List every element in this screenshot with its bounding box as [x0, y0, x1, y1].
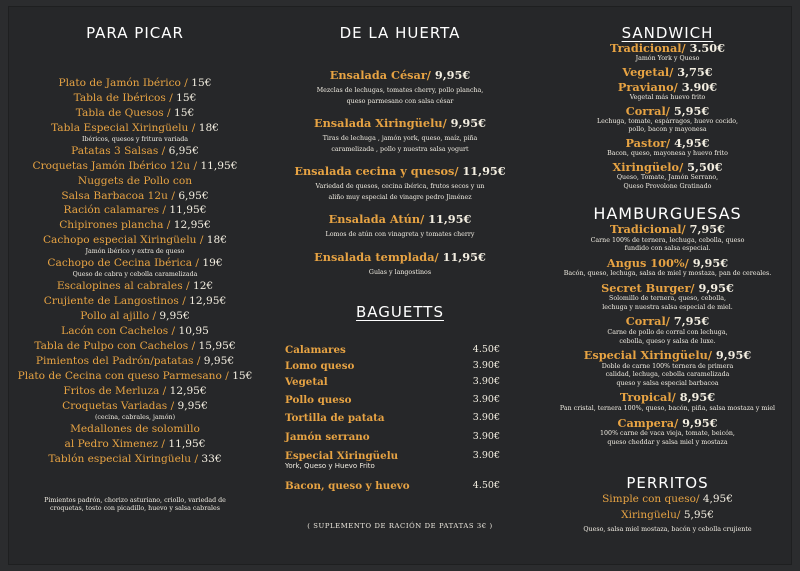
item-price: 5,95€	[673, 103, 710, 118]
item-name: Cachopo de Cecina Ibérica	[47, 257, 193, 270]
salad-item	[270, 68, 530, 107]
burger-item-title	[535, 256, 800, 271]
burger-item	[535, 390, 800, 413]
item-price: 4.50€	[472, 480, 500, 491]
item-name: Tabla de Quesos	[75, 106, 164, 119]
menu-item: Plato de Jamón Ibérico / 15€	[58, 77, 212, 89]
item-name: Ensalada Xiringüelu/	[313, 116, 447, 130]
sandwich-item-description: Lechuga, tomate, espárragos, huevo cocido,	[596, 117, 739, 125]
sandwich-item-title	[535, 104, 800, 118]
item-name: al Pedro Ximenez	[64, 437, 159, 450]
item-price: 9,95€	[434, 68, 471, 82]
menu-item: Tabla de Quesos / 15€	[75, 106, 195, 119]
item-price: 11,95€	[428, 212, 472, 226]
salad-name	[270, 212, 530, 226]
menu-item: Pollo al ajillo / 9,95€	[80, 310, 190, 323]
item-name: Croquetas Jamón Ibérico 12u	[32, 159, 191, 172]
burger-item-description: Pan cristal, ternera 100%, queso, bacón, piña, salsa mostaza y miel	[559, 404, 776, 412]
sandwich-item	[535, 104, 800, 136]
dish-description: (cecina, cabrales, jamón)	[94, 413, 176, 421]
burger-item-description: Carne de pollo de corral con lechuga,	[607, 328, 728, 336]
item-name: Chipirones plancha	[59, 219, 164, 232]
sandwich-item-title	[535, 80, 800, 94]
burger-item-description: Bacón, queso, lechuga, salsa de miel y mostaza, pan de cereales.	[563, 270, 772, 278]
section-title-baguetts: BAGUETTS	[356, 303, 444, 321]
fries-supplement-note: ( SUPLEMENTO DE RACIÓN DE PATATAS 3€ )	[307, 522, 493, 530]
burger-item	[535, 348, 800, 388]
item-name: Plato de Cecina con queso Parmesano	[17, 369, 222, 382]
item-price: 18€	[198, 121, 219, 134]
item-price: 5,95€	[683, 508, 714, 521]
sandwich-item	[535, 136, 800, 159]
salad-name	[270, 164, 530, 178]
item-price: 9,95€	[177, 399, 208, 412]
item-name: Xiringüelu/	[621, 508, 681, 521]
item-subtitle: York, Queso y Huevo Frito	[285, 462, 375, 470]
burger-item-description: Carne 100% de ternera, lechuga, cebolla, queso	[590, 236, 745, 244]
burger-item-description: Solomillo de ternera, queso, cebolla,	[609, 295, 726, 303]
menu-item: Patatas 3 Salsas / 6,95€	[71, 144, 199, 157]
item-name: Especial Xiringüelu/	[583, 348, 712, 363]
section-title-perritos: PERRITOS	[626, 474, 709, 492]
menu-item: Escalopines al cabrales / 12€	[56, 280, 214, 293]
salad-description: Gulas y langostinos	[368, 268, 432, 276]
item-name: Fritos de Merluza	[63, 384, 160, 397]
item-name: Plato de Jamón Ibérico	[58, 77, 181, 89]
menu-item: Cachopo especial Xiringüelu / 18€	[42, 234, 228, 247]
salad-description: Tiras de lechuga , jamón york, queso, maíz, piña	[322, 135, 478, 142]
hamburguesas-list	[535, 222, 800, 449]
item-name: Ensalada templada/	[314, 249, 439, 264]
baguett-item	[285, 480, 500, 492]
item-name: Lacón con Cachelos	[61, 325, 169, 338]
item-price: 18€	[206, 234, 228, 247]
item-price: 11,95€	[442, 249, 486, 264]
item-name: Lomo queso	[285, 360, 355, 372]
perritos-list	[535, 492, 800, 534]
item-price: 3.90€	[472, 431, 500, 442]
item-price: 3,75€	[677, 64, 713, 79]
salad-description: Variedad de quesos, cecina ibérica, frutos secos y un	[315, 183, 485, 190]
section-title-para-picar: PARA PICAR	[86, 24, 184, 42]
item-name: Tablón especial Xiringüelu	[48, 452, 192, 465]
sandwich-item-description: pollo, bacon y mayonesa	[628, 126, 707, 134]
baguett-item	[285, 431, 500, 443]
sandwich-item	[535, 65, 800, 79]
item-price: 10,95	[178, 325, 209, 338]
burger-item-description: queso y salsa especial barbacoa	[616, 379, 719, 387]
dish-description: Ibéricos, quesos y fritura variada	[81, 135, 189, 143]
menu-item: Tablón especial Xiringüelu / 33€	[48, 452, 222, 465]
baguett-item	[285, 394, 500, 406]
burger-item-description: lechuga y nuestra salsa especial de miel.	[602, 303, 733, 311]
baguett-item	[285, 412, 500, 424]
item-name: Calamares	[285, 344, 346, 356]
item-price: 4,95€	[674, 136, 710, 151]
menu-item: al Pedro Ximenez / 11,95€	[64, 437, 206, 450]
hotdog-item	[535, 492, 800, 508]
salad-item	[270, 212, 530, 241]
item-name: Simple con queso/	[602, 493, 700, 505]
item-name: Tabla de Ibéricos	[73, 91, 166, 104]
item-name: Xiringüelo/	[612, 159, 684, 174]
menu-item: Lacón con Cachelos / 10,95	[61, 325, 209, 338]
sandwich-list	[535, 41, 800, 193]
burger-item	[535, 281, 800, 313]
item-price: 11,95€	[168, 437, 206, 450]
tablon-description: Pimientos padrón, chorizo asturiano, criollo, variedad de croquetas, tosto con picadillo, huevo y salsa cabrales	[44, 497, 226, 513]
burger-item-title	[535, 281, 800, 296]
section-title-huerta: DE LA HUERTA	[339, 24, 461, 42]
item-name: Pollo al ajillo	[80, 310, 150, 323]
item-name: Ensalada Atún/	[328, 212, 425, 226]
salad-description: Mezclas de lechugas, tomates cherry, pollo plancha,	[316, 87, 484, 94]
item-name: Tradicional/	[609, 222, 686, 236]
item-name: Ración calamares	[63, 204, 160, 217]
item-price: 3.90€	[472, 394, 500, 405]
item-price: 5,50€	[687, 159, 723, 174]
menu-item: Pimientos del Padrón/patatas / 9,95€	[35, 355, 235, 368]
salad-item	[270, 250, 530, 279]
burger-item	[535, 314, 800, 346]
menu-item	[0, 174, 270, 189]
item-price: 12€	[192, 280, 214, 293]
item-price: 4,95€	[702, 493, 733, 505]
menu-item: Croquetas Jamón Ibérico 12u / 11,95€	[32, 159, 238, 172]
sandwich-item	[535, 41, 800, 64]
dish-description: Queso de cabra y cebolla caramelizada	[72, 271, 198, 279]
burger-item-title	[535, 348, 800, 363]
item-price: 3.90€	[681, 79, 718, 94]
sandwich-item-description: Queso Provolone Gratinado	[623, 182, 712, 190]
sandwich-item-title	[535, 160, 800, 174]
item-name: Vegetal/	[622, 64, 674, 79]
item-price: 15€	[176, 91, 197, 104]
item-name: Corral/	[625, 314, 670, 329]
item-name: Tortilla de patata	[285, 412, 385, 424]
item-price: 12,95€	[173, 219, 211, 232]
item-price: 3.90€	[472, 376, 500, 387]
item-name: Pimientos del Padrón/patatas	[35, 355, 194, 368]
item-name: Tabla de Pulpo con Cachelos	[34, 340, 189, 353]
salad-description: queso parmesano con salsa césar	[346, 97, 454, 105]
salad-name	[270, 68, 530, 82]
item-price: 8,95€	[679, 390, 716, 405]
sandwich-item-description: Vegetal más huevo frito	[629, 93, 706, 101]
baguetts-list	[270, 344, 530, 504]
item-price: 7,95€	[689, 222, 725, 236]
item-price: 9,95€	[159, 310, 190, 323]
item-name: Vegetal	[285, 376, 328, 388]
item-price: 15€	[173, 106, 195, 119]
sandwich-item-title	[535, 136, 800, 150]
sandwich-item-description: Queso, Tomate, Jamón Serrano,	[616, 173, 719, 181]
baguett-item	[285, 376, 500, 388]
salad-item	[270, 116, 530, 155]
burger-item	[535, 256, 800, 279]
item-name: Tradicional/	[609, 41, 686, 55]
burger-item-description: Doble de carne 100% ternera de primera	[601, 362, 734, 370]
item-name: Pollo queso	[285, 394, 352, 406]
baguett-item	[285, 360, 500, 372]
huerta-list	[270, 68, 530, 287]
sandwich-item	[535, 160, 800, 192]
salad-item	[270, 164, 530, 203]
salad-name	[270, 116, 530, 130]
item-name: Salsa Barbacoa 12u	[61, 189, 168, 202]
baguett-item	[285, 450, 500, 470]
item-price: 7,95€	[673, 314, 710, 329]
section-title-sandwich: SANDWICH	[621, 24, 714, 42]
item-price: 15€	[232, 369, 253, 382]
item-name: Medallones de solomillo	[70, 422, 200, 435]
burger-item-title	[535, 390, 800, 405]
item-name: Ensalada César/	[329, 68, 431, 82]
item-price: 19€	[202, 257, 223, 270]
item-name: Campera/	[617, 415, 679, 430]
burger-item	[535, 222, 800, 254]
burger-item-description: 100% carne de vaca vieja, tomate, beicón,	[600, 430, 735, 438]
salad-description: caramelizada , pollo y nuestra salsa yogurt	[331, 145, 469, 153]
menu-item: Chipirones plancha / 12,95€	[59, 219, 211, 232]
item-name: Bacon, queso y huevo	[285, 480, 410, 492]
burger-item	[535, 416, 800, 448]
item-price: 3.90€	[472, 412, 500, 423]
item-price: 33€	[201, 452, 222, 465]
item-price: 9,95€	[692, 255, 729, 270]
burger-item-title	[535, 314, 800, 329]
salad-description: aliño muy especial de vinagre pedro Jiménez	[328, 193, 472, 201]
salad-description: Lomos de atún con vinagreta y tomates cherry	[325, 231, 475, 238]
menu-item: Tabla de Ibéricos / 15€	[73, 91, 197, 104]
item-price: 12,95€	[189, 295, 227, 308]
sandwich-item-title	[535, 41, 800, 55]
item-name: Corral/	[625, 103, 670, 118]
item-name: Nuggets de Pollo con	[77, 174, 193, 187]
menu-item: Fritos de Merluza / 12,95€	[63, 384, 207, 397]
menu-item: Plato de Cecina con queso Parmesano / 15€	[17, 369, 253, 382]
menu-item: Cachopo de Cecina Ibérica / 19€	[47, 257, 223, 270]
hotdog-description: Queso, salsa miel mostaza, bacón y cebolla crujiente	[583, 526, 752, 533]
sandwich-item	[535, 80, 800, 103]
item-name: Escalopines al cabrales	[56, 280, 183, 293]
item-name: Croquetas Variadas	[62, 399, 168, 412]
menu-item: Salsa Barbacoa 12u / 6,95€	[61, 189, 209, 202]
menu-item: Ración calamares / 11,95€	[63, 204, 207, 217]
item-price: 11,95€	[200, 159, 238, 172]
item-name: Praviano/	[617, 79, 678, 94]
item-price: 4.50€	[472, 344, 500, 355]
item-price: 9,95€	[715, 348, 752, 363]
item-price: 6,95€	[168, 144, 199, 157]
sandwich-item-description: Jamón York y Queso	[635, 55, 700, 62]
burger-item-description: queso cheddar y salsa miel y mostaza	[607, 438, 728, 446]
section-title-hamburguesas: HAMBURGUESAS	[593, 204, 742, 223]
item-name: Jamón serrano	[285, 431, 370, 443]
dish-description: Jamón ibérico y extra de queso	[85, 248, 185, 256]
item-name: Angus 100%/	[606, 255, 689, 270]
item-price: 9,95€	[682, 415, 718, 430]
item-price: 3.90€	[472, 450, 500, 461]
burger-item-description: fundido con salsa especial.	[624, 245, 711, 253]
item-price: 6,95€	[178, 189, 209, 202]
hotdog-item	[535, 508, 800, 524]
baguett-item	[285, 344, 500, 356]
item-price: 15,95€	[198, 340, 236, 353]
item-price: 11,95€	[462, 164, 506, 178]
para-picar-list	[0, 76, 270, 467]
menu-item: Crujiente de Langostinos / 12,95€	[43, 295, 227, 308]
item-name: Crujiente de Langostinos	[43, 295, 179, 308]
item-name: Ensalada cecina y quesos/	[294, 164, 459, 178]
menu-item: Tabla Especial Xiringüelu / 18€	[51, 121, 219, 134]
menu-item	[0, 422, 270, 437]
item-price: 3.90€	[472, 360, 500, 371]
item-name: Secret Burger/	[601, 280, 695, 295]
item-name: Cachopo especial Xiringüelu	[42, 234, 197, 247]
item-price: 15€	[191, 77, 212, 89]
item-name: Patatas 3 Salsas	[71, 144, 159, 157]
item-price: 3.50€	[689, 41, 725, 55]
item-price: 9,95€	[450, 116, 487, 130]
sandwich-item-title	[535, 65, 800, 79]
item-name: Pastor/	[625, 136, 671, 151]
item-price: 11,95€	[169, 204, 207, 217]
burger-item-description: calidad, lechuga, cebolla caramelizada	[605, 371, 730, 379]
item-name: Tabla Especial Xiringüelu	[51, 121, 189, 134]
item-price: 9,95€	[698, 280, 734, 295]
burger-item-title	[535, 416, 800, 431]
menu-item: Tabla de Pulpo con Cachelos / 15,95€	[34, 340, 236, 353]
item-name: Tropical/	[619, 390, 676, 405]
item-price: 12,95€	[169, 384, 207, 397]
sandwich-item-description: Bacon, queso, mayonesa y huevo frito	[607, 150, 728, 158]
item-price: 9,95€	[203, 355, 235, 368]
salad-name	[270, 250, 530, 264]
menu-item: Croquetas Variadas / 9,95€	[62, 399, 208, 412]
burger-item-description: cebolla, queso y salsa de luxe.	[619, 337, 716, 345]
item-name: Especial Xiringüelu	[285, 450, 399, 462]
burger-item-title	[535, 222, 800, 237]
